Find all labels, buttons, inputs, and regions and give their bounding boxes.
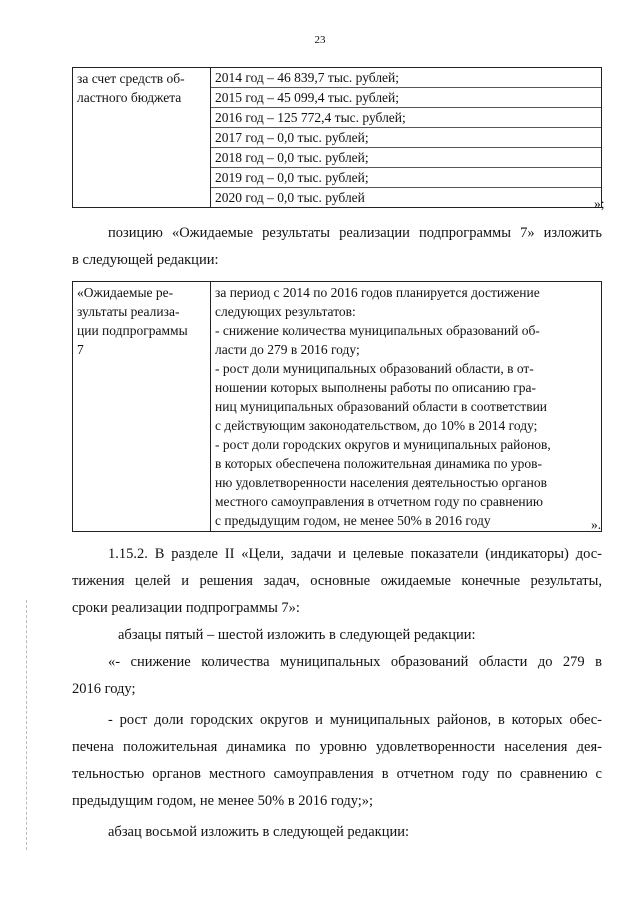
section-line-1: 1.15.2. В разделе II «Цели, задачи и целевые показатели (индикаторы) дос- [108,546,602,562]
results-label-line: 7 [77,342,84,357]
results-text-line: с предыдущим годом, не менее 50% в 2016 году [215,513,491,528]
budget-table [72,67,602,208]
budget-year-line: 2017 год – 0,0 тыс. рублей; [211,127,601,147]
results-text-line: ниц муниципальных образований области в соответствии [215,399,548,414]
quote1-line-1: «- снижение количества муниципальных образований области до 279 в [108,654,602,670]
budget-year-line: 2020 год – 0,0 тыс. рублей [211,187,601,207]
results-text-line: ню удовлетворенности населения деятельностью органов [215,475,548,490]
quote2-line-2: печена положительная динамика по уровню удовлетворенности населения дея- [72,739,602,755]
results-text-line: ласти до 279 в 2016 году; [215,342,360,357]
section-line-3: сроки реализации подпрограммы 7»: [72,600,300,616]
results-label-cell [73,282,211,532]
quote2-line-4: предыдущим годом, не менее 50% в 2016 году;»; [72,793,374,809]
results-text-line: в которых обеспечена положительная динамика по уров- [215,456,542,471]
results-table-closing: ». [591,517,602,532]
budget-year-line: 2018 год – 0,0 тыс. рублей; [211,147,601,167]
quote1-line-2: 2016 году; [72,681,136,697]
scan-edge-line [26,600,27,850]
budget-label-line: за счет средств об- [77,71,185,86]
results-table [72,281,602,532]
budget-label-cell [73,68,211,208]
results-label-line: «Ожидаемые ре- [77,285,174,300]
para-a: абзацы пятый – шестой изложить в следующей редакции: [118,627,476,643]
budget-label-line: ластного бюджета [77,90,182,105]
budget-year-line: 2016 год – 125 772,4 тыс. рублей; [211,107,601,127]
results-text-line: - снижение количества муниципальных образований об- [215,323,540,338]
budget-year-line: 2015 год – 45 099,4 тыс. рублей; [211,87,601,107]
results-text-cell [211,282,602,532]
section-line-2: тижения целей и решения задач, основные ожидаемые конечные результаты, [72,573,602,589]
results-text-line: следующих результатов: [215,304,356,319]
intro-line-2: в следующей редакции: [72,252,219,268]
budget-table-closing: »; [594,196,605,211]
results-text-line: ношении которых выполнены работы по описанию гра- [215,380,537,395]
para-b: абзац восьмой изложить в следующей редакции: [108,824,410,840]
budget-year-line: 2014 год – 46 839,7 тыс. рублей; [215,70,400,85]
results-label-line: ции подпрограммы [77,323,188,338]
quote2-line-1: - рост доли городских округов и муниципальных районов, в которых обес- [108,712,602,728]
results-text-line: за период с 2014 по 2016 годов планируется достижение [215,285,540,300]
results-text-line: местного самоуправления в отчетном году по сравнению [215,494,543,509]
intro-line-1: позицию «Ожидаемые результаты реализации подпрограммы 7» изложить [108,225,602,241]
results-text-line: с действующим законодательством, до 10% в 2014 году; [215,418,538,433]
budget-years-cell [211,68,602,208]
results-text-line: - рост доли городских округов и муниципальных районов, [215,437,551,452]
page-number: 23 [314,34,326,46]
budget-year-line: 2019 год – 0,0 тыс. рублей; [211,167,601,187]
quote2-line-3: тельностью органов местного самоуправления в отчетном году по сравнению с [72,766,602,782]
results-label-line: зультаты реализа- [77,304,180,319]
results-text-line: - рост доли муниципальных образований области, в от- [215,361,534,376]
